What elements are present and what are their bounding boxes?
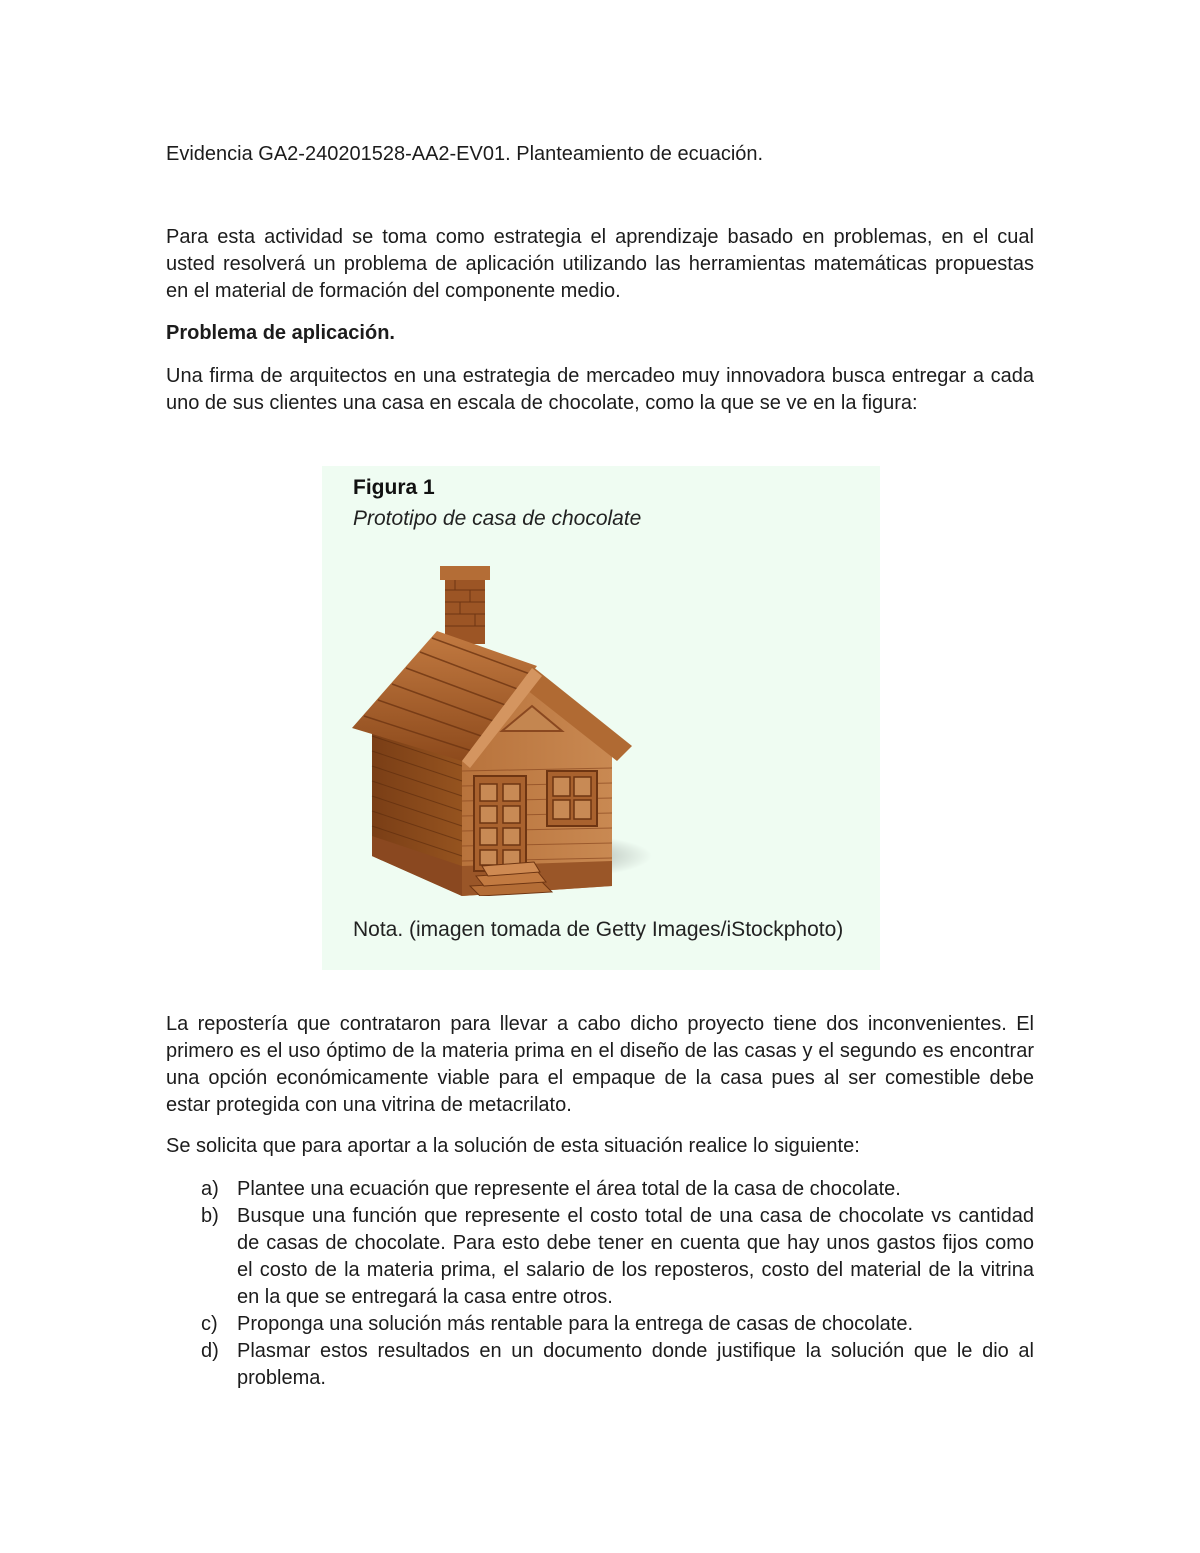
chocolate-house-illustration [342,556,652,896]
document-heading: Evidencia GA2-240201528-AA2-EV01. Planteamiento de ecuación. [166,143,764,165]
paragraph-3: Se solicita que para aportar a la solución de esta situación realice lo siguiente: [166,1135,860,1157]
list-marker: b) [201,1205,219,1227]
door [474,776,526,871]
list-item [166,1338,1034,1392]
chimney [440,566,490,644]
list-item-text: Plasmar estos resultados en un documento donde justifique la solución que le dio al problema. [237,1340,1034,1389]
list-marker: a) [201,1178,219,1200]
problem-paragraph: Una firma de arquitectos en una estrategia de mercadeo muy innovadora busca entregar a cada uno de sus clientes una casa en escala de chocolate, como la que se ve en la figura: [166,365,1034,414]
list-item [166,1203,1034,1311]
list-item [166,1311,1034,1338]
list-item-text: Busque una función que represente el costo total de una casa de chocolate vs cantidad de casas de chocolate. Para esto debe tener en cuenta que hay unos gastos fijos como el costo de la materia prima, el salario de los reposteros, costo del material de la vitrina en la que se entregará la casa entre otros. [237,1205,1034,1308]
list-item-text: Plantee una ecuación que represente el área total de la casa de chocolate. [237,1178,901,1200]
figure [322,466,880,970]
list-marker: d) [201,1340,219,1362]
list-item-text: Proponga una solución más rentable para la entrega de casas de chocolate. [237,1313,914,1335]
intro-paragraph: Para esta actividad se toma como estrategia el aprendizaje basado en problemas, en el cual usted resolverá un problema de aplicación utilizando las herramientas matemáticas propuestas en el material de formación del componente medio. [166,226,1034,302]
figure-subtitle: Prototipo de casa de chocolate [353,507,642,530]
figure-title: Figura 1 [353,476,435,499]
problem-title: Problema de aplicación. [166,322,395,344]
figure-note: Nota. (imagen tomada de Getty Images/iStockphoto) [353,918,844,941]
paragraph-2: La repostería que contrataron para llevar a cabo dicho proyecto tiene dos inconvenientes. El primero es el uso óptimo de la materia prima en el diseño de las casas y el segundo es encontrar una opción económicamente viable para el empaque de la casa pues al ser comestible debe estar protegida con una vitrina de metacrilato. [166,1013,1034,1116]
task-list [166,1176,1034,1392]
list-marker: c) [201,1313,218,1335]
list-item [166,1176,1034,1203]
window [547,771,597,826]
